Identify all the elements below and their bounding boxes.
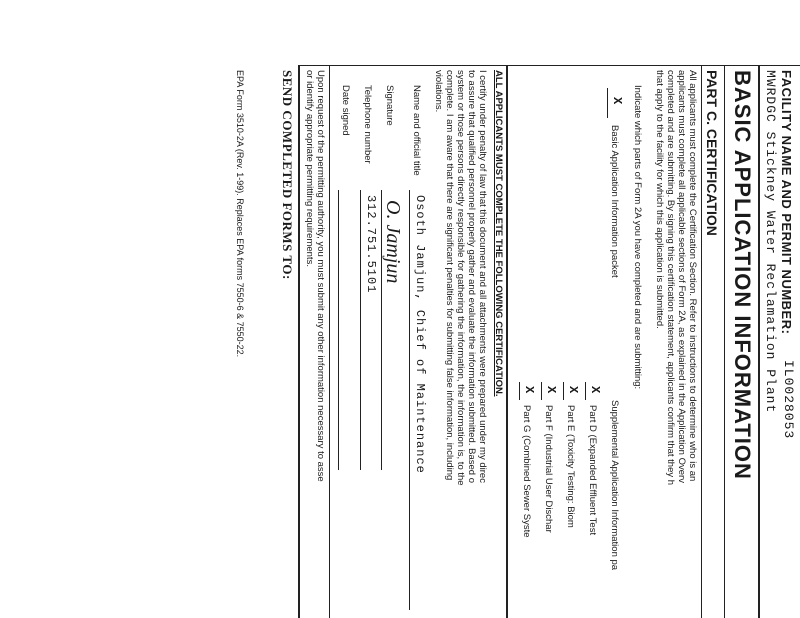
telephone-label: Telephone number bbox=[362, 85, 373, 164]
header-rule bbox=[758, 65, 760, 618]
check-line bbox=[519, 382, 520, 400]
signature-line bbox=[381, 190, 382, 470]
part-g-check-mark: X bbox=[522, 386, 536, 394]
certification-line: system or those persons directly responsible for gathering the information, the information is, to the bbox=[455, 70, 466, 486]
request-note-line: Upon request of the permitting authority, you must submit any other information necessary to asse bbox=[315, 70, 326, 482]
certification-line: violations. bbox=[433, 70, 444, 113]
basic-check-label: Basic Application Information packet bbox=[609, 125, 620, 278]
basic-check-mark: X bbox=[610, 97, 624, 105]
section-rule bbox=[329, 65, 330, 618]
part-e-label: Part E (Toxicity Testing: Biom bbox=[565, 405, 576, 528]
part-rule bbox=[701, 65, 702, 618]
permit-number: IL0028053 bbox=[781, 360, 796, 440]
instruction-line: that apply to the facility for which this application is submitted. bbox=[654, 70, 665, 329]
part-g-label: Part G (Combined Sewer Syste bbox=[521, 405, 532, 538]
send-to-heading: SEND COMPLETED FORMS TO: bbox=[280, 70, 295, 280]
instruction-line: applicants must complete all applicable sections of Form 2A, as explained in the Application Overv bbox=[676, 70, 687, 483]
part-title: PART C. CERTIFICATION bbox=[704, 70, 720, 236]
instruction-line: All applicants must complete the Certification Section. Refer to instructions to determine who is an bbox=[687, 70, 698, 482]
title-rule bbox=[724, 65, 725, 618]
telephone-value: 312.751.5101 bbox=[364, 195, 378, 294]
facility-name: MWRDGC Stickney Water Reclamation Plant bbox=[763, 70, 778, 414]
part-f-check-mark: X bbox=[544, 386, 558, 394]
check-line bbox=[563, 382, 564, 400]
form-title: BASIC APPLICATION INFORMATION bbox=[730, 70, 755, 480]
request-note-line: or identify appropriate permitting requirements. bbox=[304, 70, 315, 267]
basic-check-line bbox=[607, 88, 608, 118]
section-rule bbox=[298, 65, 300, 618]
instruction-line: completed and are submitting. By signing this certification statement, applicants confirm that they h bbox=[665, 70, 676, 486]
supplemental-label: Supplemental Application Information pa bbox=[609, 400, 620, 571]
check-line bbox=[585, 382, 586, 400]
telephone-line bbox=[360, 190, 361, 470]
date-label: Date signed bbox=[340, 85, 351, 136]
facility-label: FACILITY NAME AND PERMIT NUMBER: bbox=[779, 70, 794, 335]
part-d-check-mark: X bbox=[588, 386, 602, 394]
name-title-label: Name and official title bbox=[411, 85, 422, 176]
check-line bbox=[541, 382, 542, 400]
name-title-value: Osoth Jamjun, Chief of Maintenance bbox=[413, 195, 427, 474]
certification-line: I certify under penalty of law that this document and all attachments were prepared under my direc bbox=[477, 70, 488, 483]
signature-value: O. Jamjun bbox=[382, 200, 404, 284]
certification-line: complete. I am aware that there are significant penalties for submitting false information, including bbox=[444, 70, 455, 481]
part-e-check-mark: X bbox=[566, 386, 580, 394]
must-complete-heading: ALL APPLICANTS MUST COMPLETE THE FOLLOWING CERTIFICATION. bbox=[493, 70, 504, 397]
form-border bbox=[298, 65, 800, 66]
part-d-label: Part D (Expanded Effluent Test bbox=[587, 405, 598, 536]
part-f-label: Part F (Industrial User Dischar bbox=[543, 405, 554, 533]
signature-label: Signature bbox=[384, 85, 395, 126]
section-rule bbox=[506, 65, 508, 618]
certification-line: to assure that qualified personnel properly gather and evaluate the information submitted. Based o bbox=[466, 70, 477, 483]
form-footer: EPA Form 3510-2A (Rev. 1-99). Replaces EPA forms 7550-6 & 7550-22. bbox=[235, 70, 245, 358]
date-line bbox=[338, 190, 339, 470]
indicate-text: Indicate which parts of Form 2A you have completed and are submitting: bbox=[632, 85, 643, 390]
name-title-line bbox=[409, 190, 410, 610]
